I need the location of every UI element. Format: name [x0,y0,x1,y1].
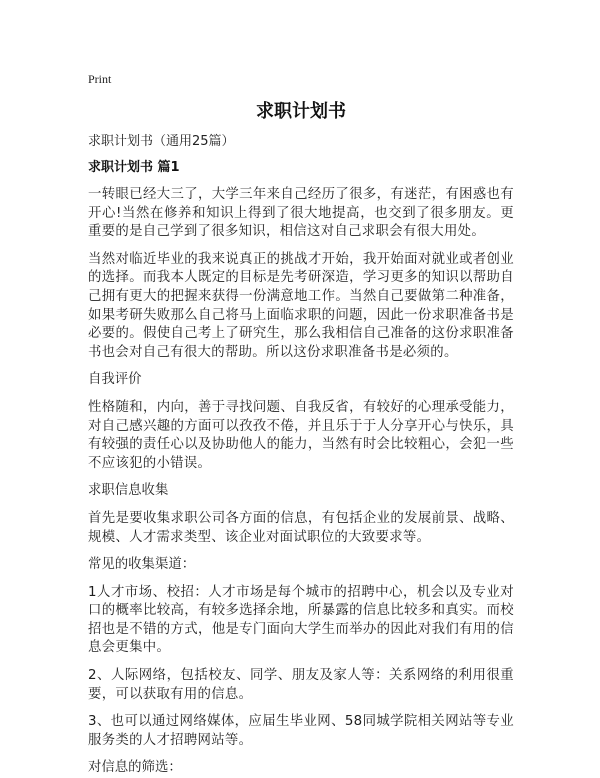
list-item-channel-3: 3、也可以通过网络媒体，应届生毕业网、58同城学院相关网站等专业服务类的人才招聘网站等。 [88,714,514,748]
subheading-self-evaluation: 自我评价 [88,372,142,388]
document-subtitle: 求职计划书（通用25篇） [88,134,235,149]
list-item-channel-2: 2、人际网络，包括校友、同学、朋友及家人等：关系网络的利用很重要，可以获取有用的信息。 [88,668,514,702]
paragraph-info-collection: 首先是要收集求职公司各方面的信息，有包括企业的发展前景、战略、规模、人才需求类型、该企业对面试职位的大致要求等。 [88,510,514,545]
paragraph-intro: 一转眼已经大三了，大学三年来自己经历了很多，有迷茫，有困惑也有开心!当然在修养和知识上得到了很大地提高，也交到了很多朋友。更重要的是自己学到了很多知识，相信这对自己求职会有很大用处。 [88,187,514,240]
subheading-channels: 常见的收集渠道： [88,557,196,573]
subheading-info-collection: 求职信息收集 [88,483,169,499]
paragraph-goals: 当然对临近毕业的我来说真正的挑战才开始，我开始面对就业或者创业的选择。而我本人既定的目标是先考研深造，学习更多的知识以帮助自己拥有更大的把握来获得一份满意地工作。当然自己要做第二种准备，如果考研失败那么自己将马上面临求职的问题，因此一份求职准备书是必要的。假使自己考上了研究生，那么我相信自己准备的这份求职准备书也会对自己有很大的帮助。所以这份求职准备书是必须的。 [88,251,514,360]
list-item-channel-1: 1人才市场、校招：人才市场是每个城市的招聘中心，机会以及专业对口的概率比较高，有较多选择余地，所暴露的信息比较多和真实。而校招也是不错的方式，他是专门面向大学生而举办的因此对我们有用的信息会更集中。 [88,584,514,656]
section-heading: 求职计划书 篇1 [88,160,180,175]
subheading-info-filtering: 对信息的筛选： [88,760,182,776]
paragraph-self-evaluation: 性格随和，内向，善于寻找问题、自我反省，有较好的心理承受能力，对自己感兴趣的方面可以孜孜不倦，并且乐于于人分享开心与快乐，具有较强的责任心以及协助他人的能力，当然有时会比较粗心，会犯一些不应该犯的小错误。 [88,399,514,471]
document-page [88,70,514,778]
print-label: Print [88,72,112,86]
document-title: 求职计划书 [256,101,346,122]
